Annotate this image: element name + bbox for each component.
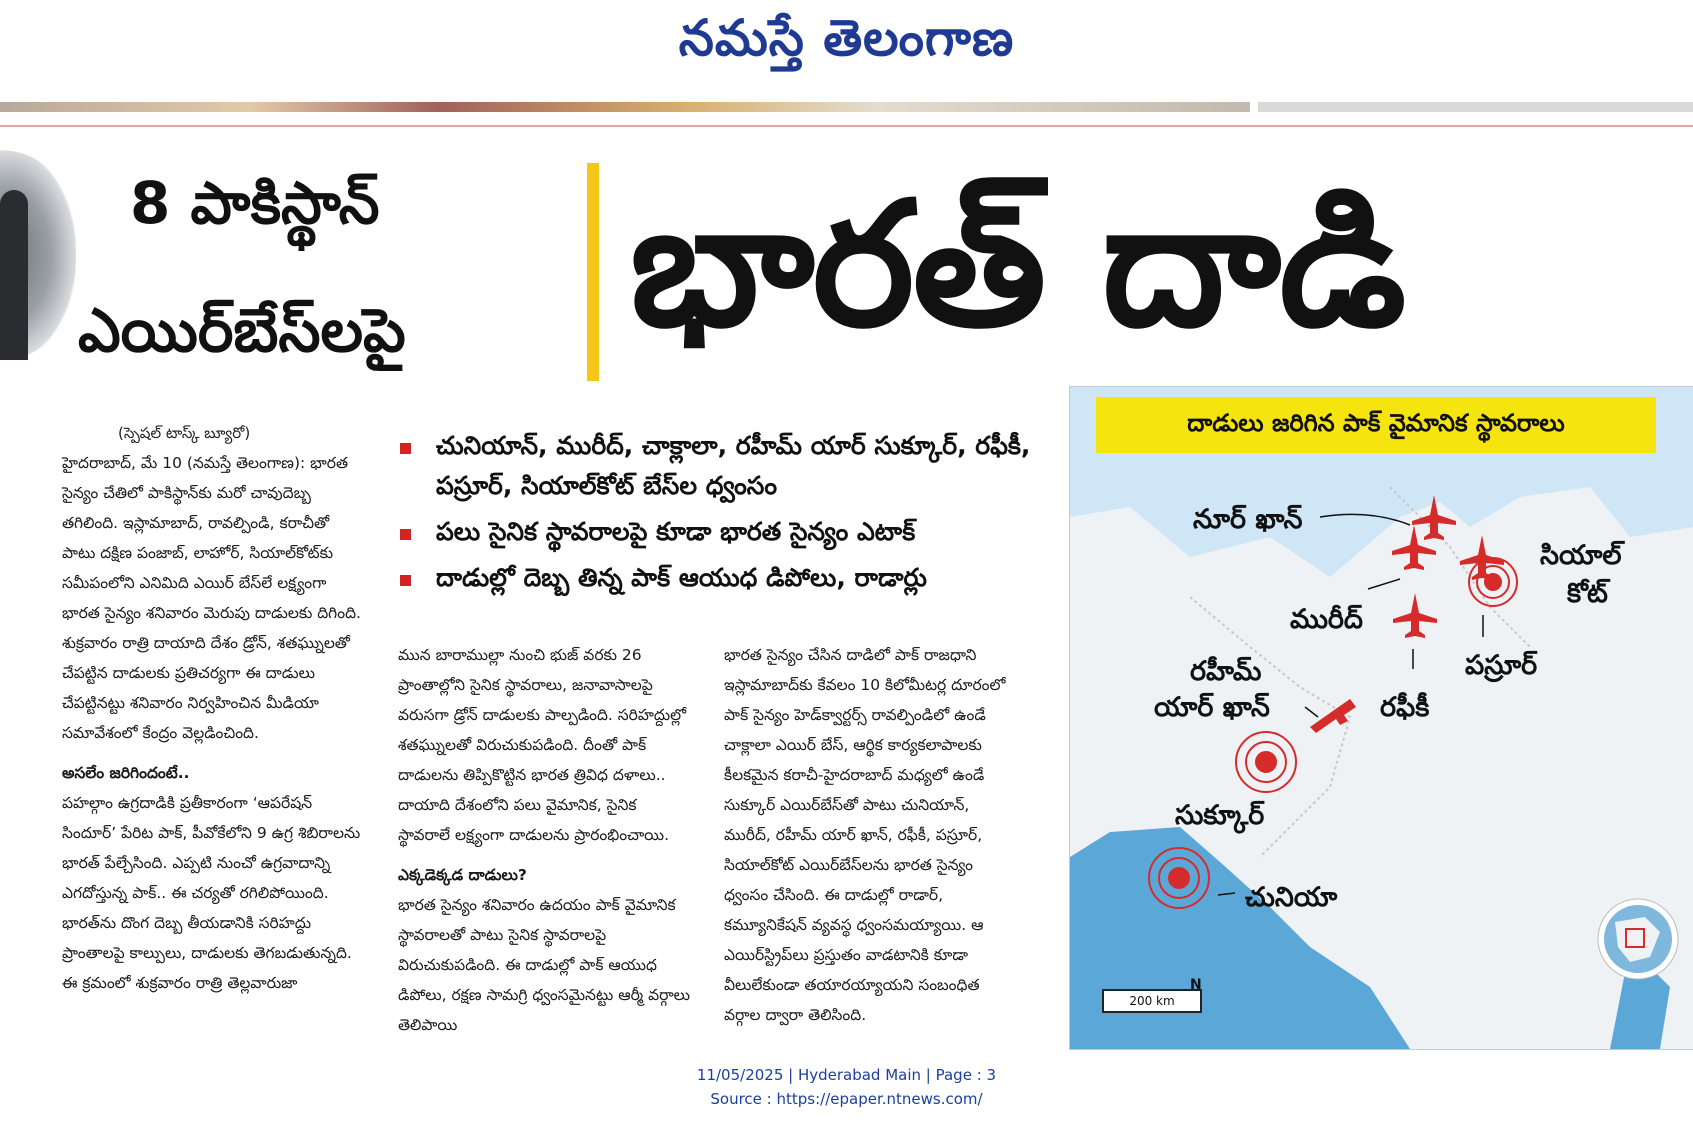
label-sialkot-line2: కోట్ <box>1567 578 1608 609</box>
byline: (స్పెషల్ టాస్క్ బ్యూరో) <box>118 424 251 442</box>
article-column-3 <box>724 640 1020 1030</box>
label-sukkur: సుక్కూర్ <box>1175 800 1265 831</box>
kicker-line-1: 8 పాకిస్థాన్ <box>130 169 380 237</box>
highlight-bullets <box>400 426 1040 604</box>
article-body: భారత సైన్యం చేసిన దాడిలో పాక్ రాజధాని ఇస్లామాబాద్‌కు కేవలం 10 కిలోమీటర్ల దూరంలో పాక్ సైన్యం హెడ్‌క్వార్టర్స్ రావల్పిండిలో ఉండే చాక్లాలా ఎయిర్ బేస్, ఆర్థిక కార్యకలాపాలకు కీలకమైన కరాచీ-హైదరాబాద్ మధ్యలో ఉండే సుక్కూర్ ఎయిర్‌బేస్‌తో పాటు చునియాన్, మురీద్, రహీమ్ యార్ ఖాన్, రఫీకీ, పస్రూర్, సియాల్‌కోట్ ఎయిర్‌బేస్‌లను భారత సైన్యం ధ్వంసం చేసింది. ఈ దాడుల్లో రాడార్, కమ్యూనికేషన్ వ్యవస్థ ధ్వంసమయ్యాయి. ఆ ఎయిర్‌స్ట్రిప్‌లు ప్రస్తుతం వాడటానికి కూడా వీలులేకుండా తయారయ్యాయని సంబంధిత వర్గాల ద్వారా తెలిసింది. <box>724 646 1006 1024</box>
person-silhouette <box>0 190 28 360</box>
label-noor-khan: నూర్ ఖాన్ <box>1193 504 1303 535</box>
bullet-item: పలు సైనిక స్థావరాలపై కూడా భారత సైన్యం ఎటాక్ <box>400 512 1040 552</box>
main-headline: భారత్ దాడి <box>630 164 1405 365</box>
article-column-1 <box>62 448 367 998</box>
label-chunian: చునియా <box>1245 882 1338 913</box>
header-rule <box>0 125 1693 127</box>
airbase-map <box>1069 386 1693 1050</box>
globe-inset-icon <box>1598 899 1678 979</box>
masthead <box>0 0 1693 100</box>
newspaper-logo: నమస్తే తెలంగాణ <box>678 8 1015 67</box>
label-pasrur: పస్రూర్ <box>1465 650 1538 681</box>
banner-strip-right <box>1258 102 1693 112</box>
footer-edition-info: 11/05/2025 | Hyderabad Main | Page : 3 <box>696 1066 997 1084</box>
bullet-square-icon <box>400 575 411 586</box>
north-arrow-icon: N <box>1190 977 1202 993</box>
bullet-item: దాడుల్లో దెబ్బ తిన్న పాక్ ఆయుధ డిపోలు, రాడార్లు <box>400 558 1040 598</box>
headline-divider <box>587 163 599 381</box>
article-subhead: ఎక్కడెక్కడ దాడులు? <box>398 866 527 884</box>
map-scale-bar: 200 km <box>1102 989 1202 1013</box>
label-rahim-line2: యార్ ఖాన్ <box>1154 692 1270 723</box>
article-subhead: అసలేం జరిగిందంటే.. <box>62 764 190 782</box>
article-body: భారత సైన్యం శనివారం ఉదయం పాక్ వైమానిక స్థావరాలతో పాటు సైనిక స్థావరాలపై విరుచుకుపడింది. ఈ దాడుల్లో పాక్ ఆయుధ డిపోలు, రక్షణ సామగ్రి ధ్వంసమైనట్టు ఆర్మీ వర్గాలు తెలిపాయి <box>398 896 691 1034</box>
label-rahim-line1: రహీమ్ <box>1190 656 1262 687</box>
kicker-line-2: ఎయిర్‌బేస్‌లపై <box>78 296 406 366</box>
footer-source-link[interactable]: Source : https://epaper.ntnews.com/ <box>710 1090 983 1108</box>
article-column-2 <box>398 640 693 1040</box>
bullet-item: చునియాన్, మురీద్, చాక్లాలా, రహీమ్ యార్ సుక్కూర్, రఫీకీ, పస్రూర్, సియాల్‌కోట్ బేస్‌ల ధ్వంసం <box>400 426 1040 506</box>
bullet-square-icon <box>400 529 411 540</box>
article-body: పహల్గాం ఉగ్రదాడికి ప్రతీకారంగా ‘ఆపరేషన్ సిందూర్’ పేరిట పాక్, పీవోకేలోని 9 ఉగ్ర శిబిరాలను భారత్ పేల్చేసింది. ఎప్పటి నుంచో ఉగ్రవాదాన్ని ఎగదోస్తున్న పాక్.. ఈ చర్యతో రగిలిపోయింది. భారత్‌ను దొంగ దెబ్బ తీయడానికి సరిహద్దు ప్రాంతాలపై కాల్పులు, దాడులకు తెగబడుతున్నది. ఈ క్రమంలో శుక్రవారం రాత్రి తెల్లవారుజా <box>62 794 361 992</box>
label-sialkot-line1: సియాల్ <box>1540 540 1622 571</box>
map-title: దాడులు జరిగిన పాక్ వైమానిక స్థావరాలు <box>1187 409 1565 437</box>
banner-strip-left <box>0 102 1250 112</box>
photo-thumbnail <box>0 150 76 360</box>
article-lead: హైదరాబాద్, మే 10 (నమస్తే తెలంగాణ): భారత సైన్యం చేతిలో పాకిస్థాన్‌కు మరో చావుదెబ్బ తగిలింది. ఇస్లామాబాద్, రావల్పిండి, కరాచీతో పాటు దక్షిణ పంజాబ్, లాహోర్, సియాల్‌కోట్‌కు సమీపంలోని ఎనిమిది ఎయిర్ బేస్‌లే లక్ష్యంగా భారత సైన్యం శనివారం మెరుపు దాడులకు దిగింది. శుక్రవారం రాత్రి దాయాది దేశం డ్రోన్, శతఘ్నులతో చేపట్టిన దాడులకు ప్రతిచర్యగా ఈ దాడులు చేపట్టినట్టు శనివారం నిర్వహించిన మీడియా సమావేశంలో కేంద్రం వెల్లడించింది. <box>62 454 361 742</box>
label-murid: మురీద్ <box>1290 604 1363 635</box>
article-lead: మున బారాముల్లా నుంచి భుజ్ వరకు 26 ప్రాంతాల్లోని సైనిక స్థావరాలు, జనావాసాలపై వరుసగా డ్రోన్ దాడులకు పాల్పడింది. సరిహద్దుల్లో శతఘ్నులతో విరుచుకుపడింది. దీంతో పాక్ దాడులను తిప్పికొట్టిన భారత త్రివిధ దళాలు.. దాయాది దేశంలోని పలు వైమానిక, సైనిక స్థావరాలే లక్ష్యంగా దాడులను ప్రారంభించాయి. <box>398 646 687 844</box>
bullet-square-icon <box>400 443 411 454</box>
map-title-box <box>1096 397 1656 453</box>
label-rafiqui: రఫీకీ <box>1380 692 1430 723</box>
